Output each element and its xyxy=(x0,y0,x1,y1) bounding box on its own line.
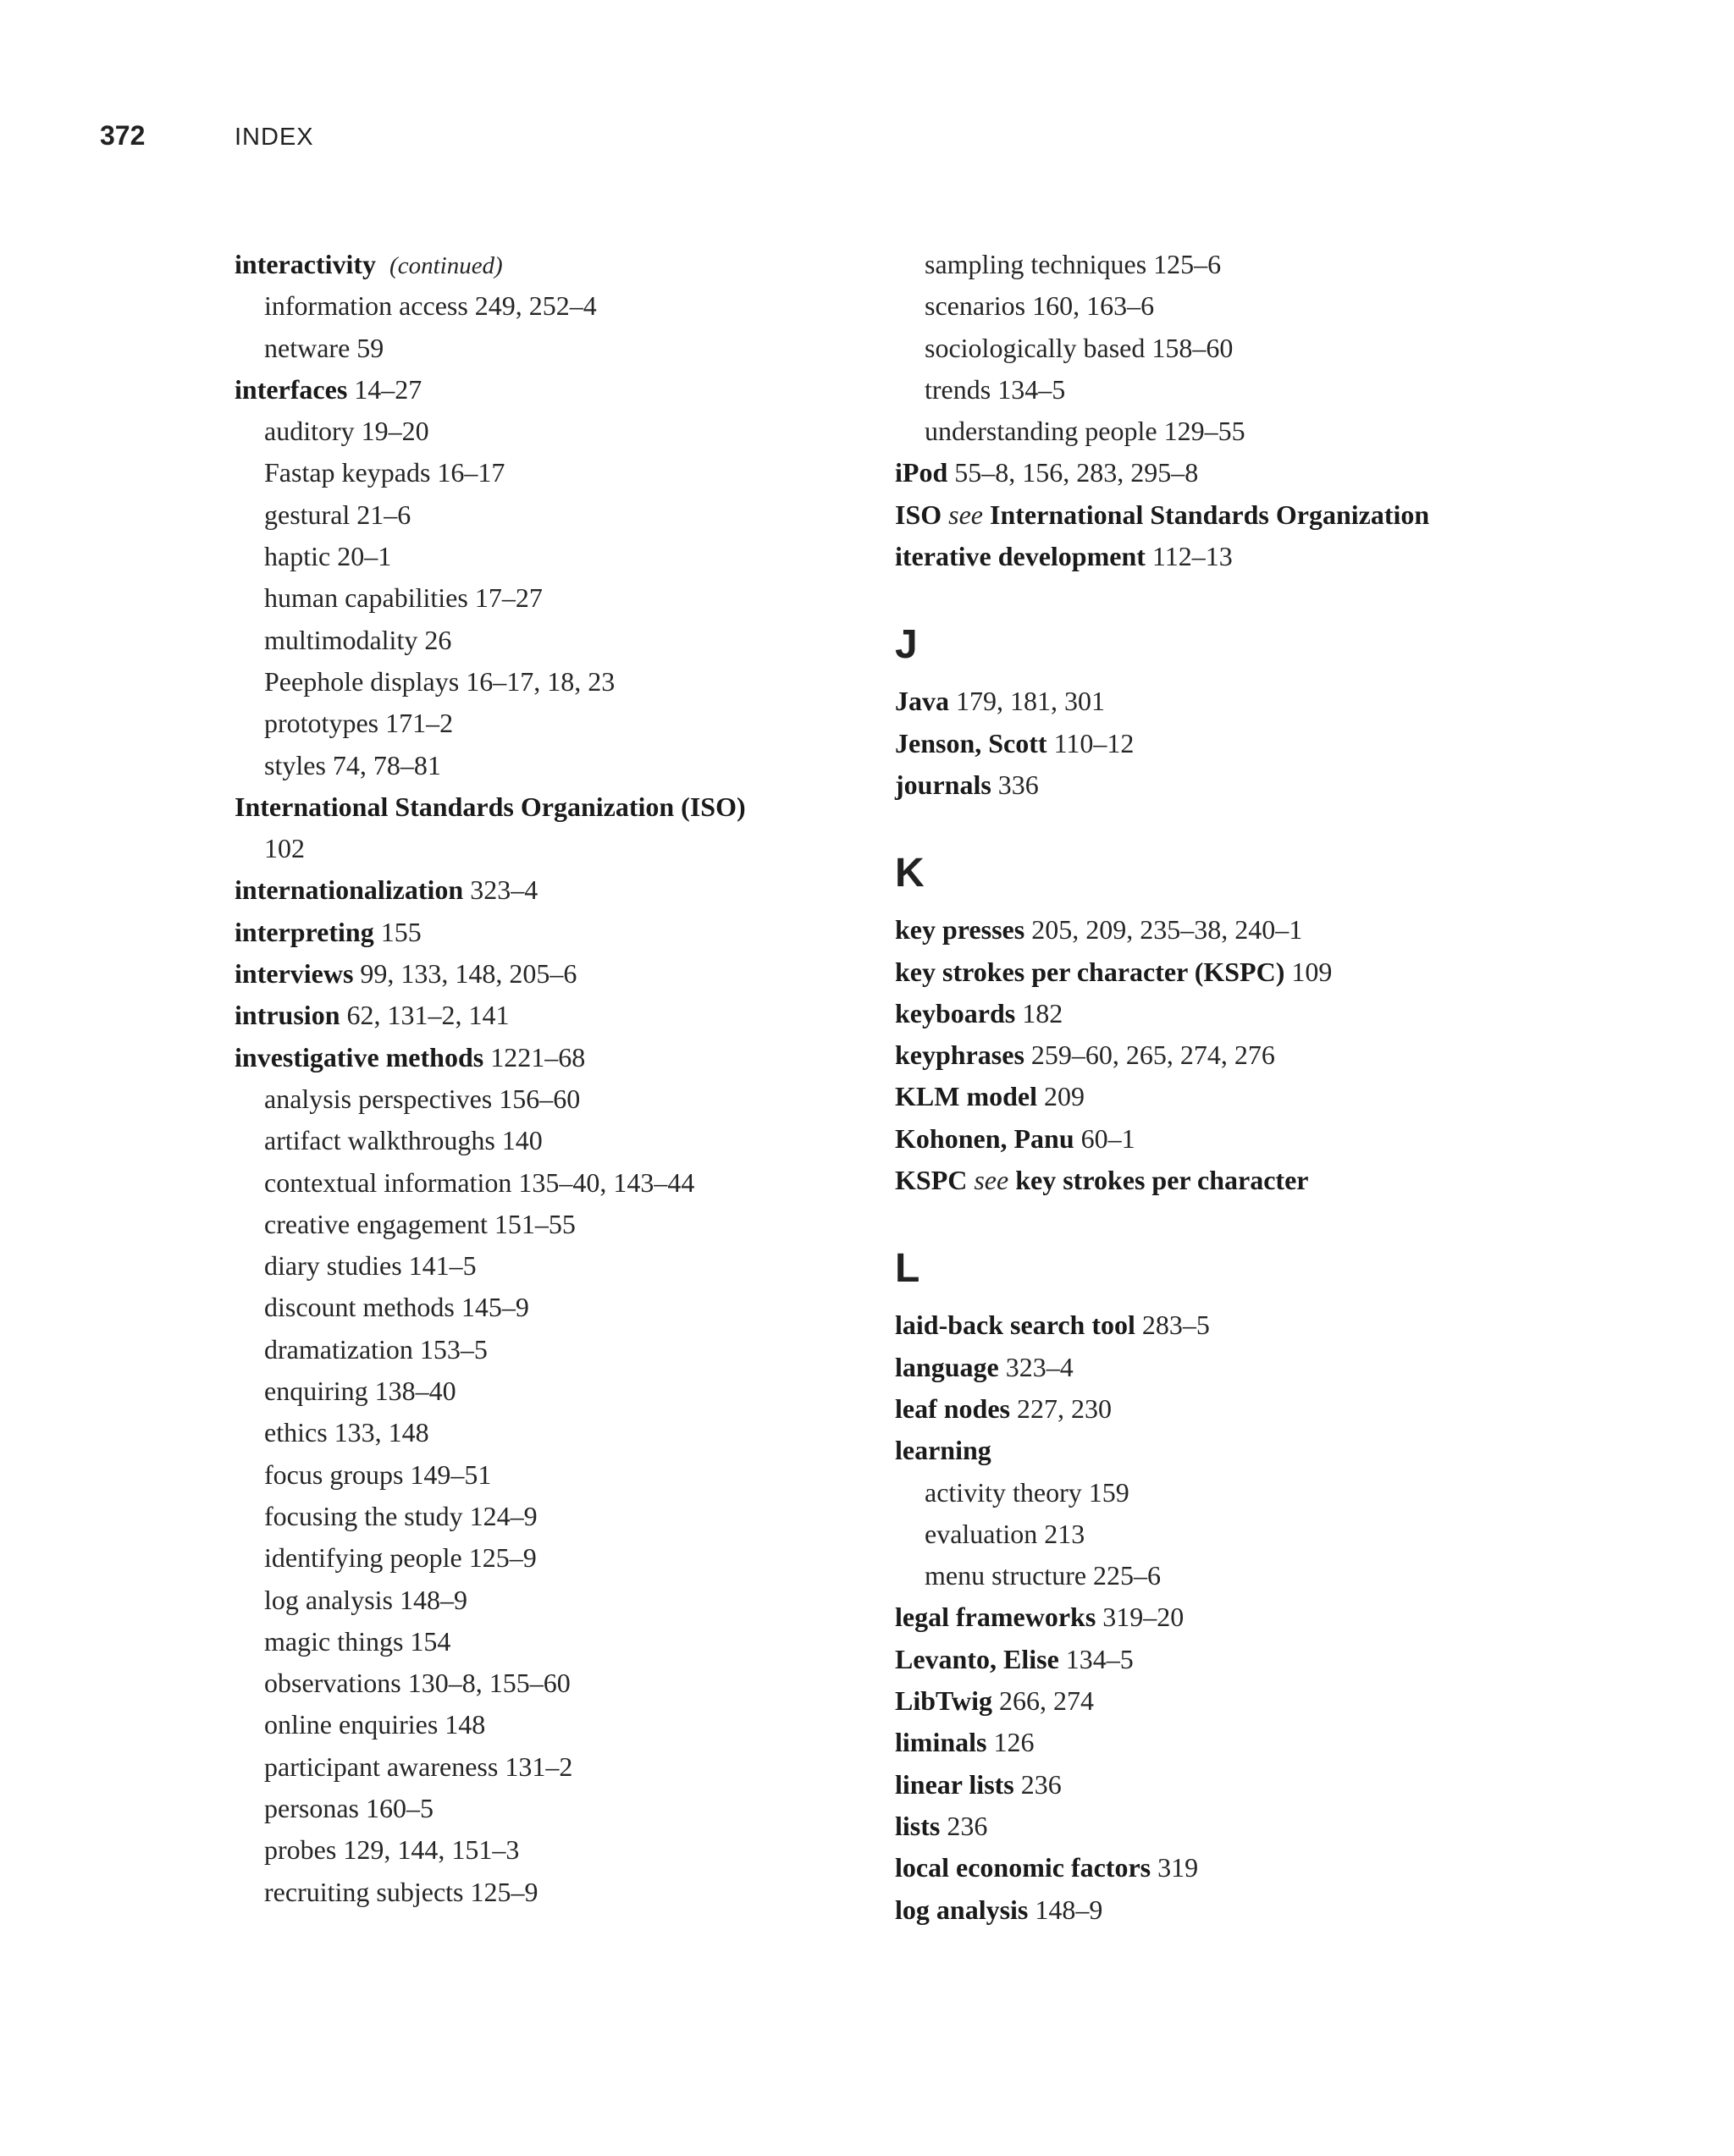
running-head: INDEX xyxy=(235,124,314,151)
index-term: keyboards xyxy=(895,997,1016,1028)
index-entry xyxy=(895,1034,1606,1076)
index-subentry: human capabilities 17–27 xyxy=(264,582,543,614)
index-term: liminals xyxy=(895,1727,987,1758)
index-term: lists xyxy=(895,1810,941,1841)
index-entry xyxy=(895,452,1606,494)
index-subentry: gestural 21–6 xyxy=(264,499,411,530)
index-subentry: enquiring 138–40 xyxy=(264,1376,456,1407)
index-entry xyxy=(895,1347,1606,1388)
index-entry xyxy=(895,1764,1606,1806)
index-entry xyxy=(895,951,1606,993)
index-term: LibTwig xyxy=(895,1685,992,1717)
page-references: 14–27 xyxy=(347,373,422,405)
index-entry xyxy=(235,953,827,995)
page-references: 205, 209, 235–38, 240–1 xyxy=(1024,914,1303,946)
index-subentry: multimodality 26 xyxy=(264,624,452,655)
page-references: 126 xyxy=(986,1727,1035,1758)
index-entry xyxy=(235,244,827,285)
index-subentry: netware 59 xyxy=(264,332,384,363)
index-subentry: log analysis 148–9 xyxy=(264,1584,467,1615)
index-subentry: diary studies 141–5 xyxy=(264,1250,477,1282)
page-references: 236 xyxy=(1013,1768,1062,1800)
index-term: laid-back search tool xyxy=(895,1310,1135,1341)
page-references: 148–9 xyxy=(1028,1894,1103,1925)
page-references: 323–4 xyxy=(463,874,538,906)
index-term: learning xyxy=(895,1435,991,1466)
index-term: intrusion xyxy=(235,1000,340,1031)
index-term: internationalization xyxy=(235,874,464,906)
index-term: International Standards Organization (ISO) xyxy=(235,791,746,822)
page-references: 209 xyxy=(1036,1081,1085,1112)
index-term: log analysis xyxy=(895,1894,1029,1925)
index-subentry: auditory 19–20 xyxy=(264,416,429,447)
index-entry xyxy=(235,995,827,1036)
page-references: 319 xyxy=(1151,1852,1199,1883)
index-term: Levanto, Elise xyxy=(895,1643,1059,1674)
index-subentry: focus groups 149–51 xyxy=(264,1458,492,1490)
index-subentry: evaluation 213 xyxy=(925,1518,1085,1549)
index-term: KSPC xyxy=(895,1165,968,1196)
index-entry xyxy=(895,723,1606,764)
index-term: KLM model xyxy=(895,1081,1037,1112)
index-subentry: identifying people 125–9 xyxy=(264,1542,537,1574)
page-references: 266, 274 xyxy=(992,1685,1094,1717)
index-term: interviews xyxy=(235,958,354,990)
index-entry xyxy=(235,786,827,828)
page-references: 179, 181, 301 xyxy=(949,686,1105,717)
page-number: 372 xyxy=(100,120,146,151)
index-entry xyxy=(895,1722,1606,1763)
page-references: 323–4 xyxy=(998,1351,1074,1382)
index-column-left xyxy=(235,244,827,1913)
see-reference: see xyxy=(974,1165,1009,1196)
index-subentry: personas 160–5 xyxy=(264,1792,434,1823)
index-subentry: online enquiries 148 xyxy=(264,1709,486,1740)
index-term: interactivity xyxy=(235,249,377,279)
index-entry xyxy=(895,1596,1606,1638)
page-references: 109 xyxy=(1284,956,1333,987)
index-entry xyxy=(895,1806,1606,1847)
page-references: 110–12 xyxy=(1046,727,1135,758)
see-target: key strokes per character xyxy=(1015,1165,1309,1196)
index-entry-cross-reference xyxy=(895,494,1606,536)
index-subentry: Peephole displays 16–17, 18, 23 xyxy=(264,665,616,697)
index-term: keyphrases xyxy=(895,1039,1024,1071)
index-subentry: observations 130–8, 155–60 xyxy=(264,1668,571,1699)
index-term: journals xyxy=(895,769,991,800)
index-term: Java xyxy=(895,686,949,717)
index-term: interpreting xyxy=(235,916,374,947)
index-subentry: ethics 133, 148 xyxy=(264,1417,429,1448)
index-term: investigative methods xyxy=(235,1041,484,1072)
page-references: 60–1 xyxy=(1074,1122,1135,1154)
index-entry xyxy=(895,909,1606,951)
index-subentry: analysis perspectives 156–60 xyxy=(264,1083,581,1114)
section-letter: J xyxy=(895,622,918,668)
page-references: 55–8, 156, 283, 295–8 xyxy=(947,457,1199,488)
page-references: 236 xyxy=(940,1810,988,1841)
page-references: 155 xyxy=(373,916,422,947)
page-references: 99, 133, 148, 205–6 xyxy=(353,958,577,990)
index-subentry: creative engagement 151–55 xyxy=(264,1208,576,1239)
index-subentry: recruiting subjects 125–9 xyxy=(264,1876,538,1907)
index-entry xyxy=(895,1430,1606,1471)
index-entry xyxy=(895,1076,1606,1117)
index-subentry: prototypes 171–2 xyxy=(264,708,454,739)
page-references: 283–5 xyxy=(1135,1310,1210,1341)
page-references: 1221–68 xyxy=(483,1041,586,1072)
index-term: linear lists xyxy=(895,1768,1014,1800)
index-entry xyxy=(235,912,827,953)
continued-note: (continued) xyxy=(389,252,503,279)
page-references: 336 xyxy=(991,769,1039,800)
index-subentry: understanding people 129–55 xyxy=(925,416,1245,447)
section-spacer xyxy=(895,577,1606,620)
index-entry xyxy=(895,764,1606,806)
index-column-right xyxy=(895,244,1606,1931)
index-entry xyxy=(895,1118,1606,1160)
index-subentry: information access 249, 252–4 xyxy=(264,290,597,322)
index-entry-cross-reference xyxy=(895,1160,1606,1201)
index-subentry: probes 129, 144, 151–3 xyxy=(264,1834,520,1866)
index-term: iPod xyxy=(895,457,948,488)
page-references: 319–20 xyxy=(1096,1602,1185,1633)
index-subentry: artifact walkthroughs 140 xyxy=(264,1125,543,1156)
index-subentry: trends 134–5 xyxy=(925,373,1066,405)
index-subentry: Fastap keypads 16–17 xyxy=(264,457,505,488)
index-subentry: menu structure 225–6 xyxy=(925,1560,1162,1591)
index-entry xyxy=(895,1680,1606,1722)
index-entry xyxy=(895,993,1606,1034)
section-letter: K xyxy=(895,851,925,896)
index-entry xyxy=(895,1639,1606,1680)
section-spacer xyxy=(895,1201,1606,1244)
index-term: key presses xyxy=(895,914,1025,946)
index-subentry: 102 xyxy=(264,833,305,864)
index-term: language xyxy=(895,1351,999,1382)
page-references: 182 xyxy=(1015,997,1063,1028)
index-entry xyxy=(895,1388,1606,1430)
index-subentry: contextual information 135–40, 143–44 xyxy=(264,1166,695,1198)
index-term: Jenson, Scott xyxy=(895,727,1047,758)
index-term: leaf nodes xyxy=(895,1392,1010,1424)
index-subentry: haptic 20–1 xyxy=(264,541,392,572)
index-subentry: dramatization 153–5 xyxy=(264,1333,488,1365)
section-spacer xyxy=(895,806,1606,849)
index-term: ISO xyxy=(895,499,942,530)
index-term: interfaces xyxy=(235,373,348,405)
index-term: iterative development xyxy=(895,541,1146,572)
index-entry xyxy=(235,1037,827,1078)
page-header xyxy=(0,120,1734,157)
see-target: International Standards Organization xyxy=(990,499,1430,530)
index-entry xyxy=(895,1304,1606,1346)
index-subentry: activity theory 159 xyxy=(925,1476,1129,1508)
section-letter: L xyxy=(895,1246,920,1292)
index-entry xyxy=(235,869,827,911)
page-references: 259–60, 265, 274, 276 xyxy=(1024,1039,1275,1071)
see-reference: see xyxy=(948,499,983,530)
index-term: legal frameworks xyxy=(895,1602,1096,1633)
page-references: 134–5 xyxy=(1058,1643,1134,1674)
index-subentry: sampling techniques 125–6 xyxy=(925,249,1222,279)
page-references: 227, 230 xyxy=(1010,1392,1112,1424)
index-subentry: scenarios 160, 163–6 xyxy=(925,290,1155,322)
index-term: local economic factors xyxy=(895,1852,1151,1883)
index-entry xyxy=(895,681,1606,722)
page-references: 62, 131–2, 141 xyxy=(340,1000,510,1031)
index-entry xyxy=(895,1889,1606,1931)
index-subentry: discount methods 145–9 xyxy=(264,1292,529,1323)
index-subentry: magic things 154 xyxy=(264,1625,451,1657)
index-term: Kohonen, Panu xyxy=(895,1122,1074,1154)
index-subentry: sociologically based 158–60 xyxy=(925,332,1234,363)
index-entry xyxy=(895,536,1606,577)
index-term: key strokes per character (KSPC) xyxy=(895,956,1285,987)
index-entry xyxy=(895,1847,1606,1889)
index-entry xyxy=(235,369,827,411)
index-subentry: focusing the study 124–9 xyxy=(264,1500,538,1531)
index-subentry: styles 74, 78–81 xyxy=(264,749,441,780)
index-subentry: participant awareness 131–2 xyxy=(264,1751,573,1782)
page-references: 112–13 xyxy=(1145,541,1233,572)
